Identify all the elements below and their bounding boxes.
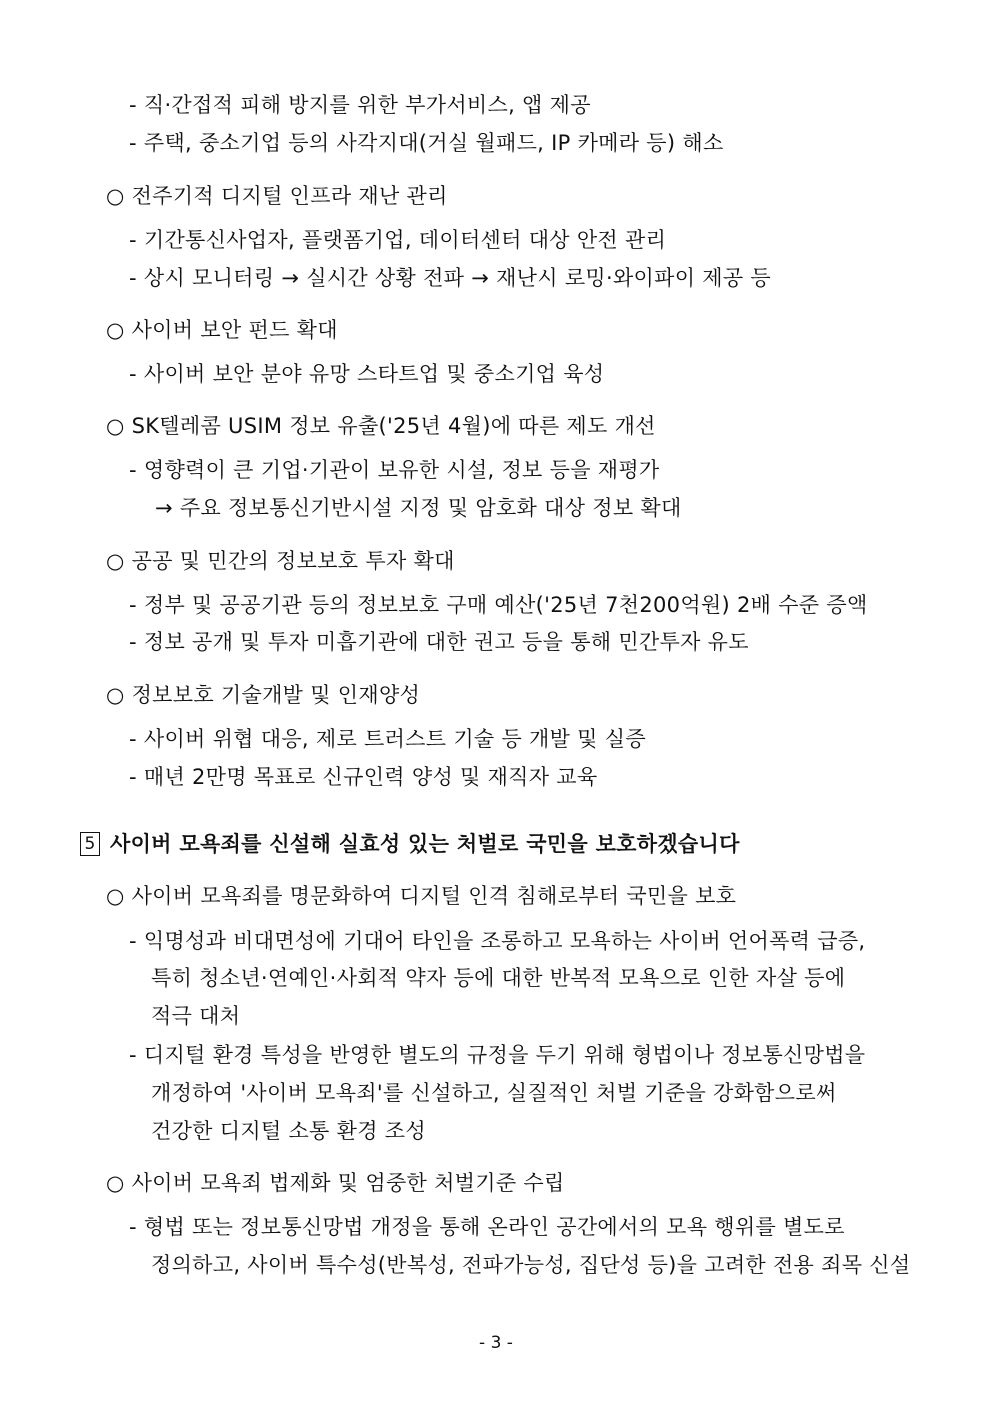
bullet-dash: - 디지털 환경 특성을 반영한 별도의 규정을 두기 위해 형법이나 정보통신망법을 (129, 1043, 866, 1067)
bullet-dash: - 사이버 보안 분야 유망 스타트업 및 중소기업 육성 (129, 362, 605, 386)
bullet-circle: ○ 사이버 보안 펀드 확대 (106, 318, 338, 342)
bullet-dash: - 매년 2만명 목표로 신규인력 양성 및 재직자 교육 (129, 765, 598, 789)
bullet-circle: ○ 공공 및 민간의 정보보호 투자 확대 (106, 549, 455, 573)
continuation-line: 특히 청소년·연예인·사회적 약자 등에 대한 반복적 모욕으로 인한 자살 등에 (151, 966, 846, 990)
bullet-dash: - 상시 모니터링 → 실시간 상황 전파 → 재난시 로밍·와이파이 제공 등 (129, 266, 772, 290)
bullet-dash: - 정부 및 공공기관 등의 정보보호 구매 예산('25년 7천200억원) 2배 수준 증액 (129, 593, 868, 617)
bullet-dash: - 익명성과 비대면성에 기대어 타인을 조롱하고 모욕하는 사이버 언어폭력 급증, (129, 929, 866, 953)
bullet-dash: - 기간통신사업자, 플랫폼기업, 데이터센터 대상 안전 관리 (129, 228, 667, 252)
section-heading (80, 830, 740, 858)
bullet-circle: ○ 사이버 모욕죄 법제화 및 엄중한 처벌기준 수립 (106, 1171, 565, 1195)
bullet-circle: ○ 사이버 모욕죄를 명문화하여 디지털 인격 침해로부터 국민을 보호 (106, 884, 737, 908)
page-number: - 3 - (479, 1333, 513, 1353)
bullet-dash: - 주택, 중소기업 등의 사각지대(거실 월패드, IP 카메라 등) 해소 (129, 131, 724, 155)
section-number-box: 5 (80, 832, 100, 856)
bullet-dash: - 사이버 위협 대응, 제로 트러스트 기술 등 개발 및 실증 (129, 727, 646, 751)
continuation-line: 건강한 디지털 소통 환경 조성 (151, 1119, 426, 1143)
section-title: 사이버 모욕죄를 신설해 실효성 있는 처벌로 국민을 보호하겠습니다 (110, 832, 740, 856)
bullet-circle: ○ 정보보호 기술개발 및 인재양성 (106, 683, 421, 707)
bullet-dash: - 영향력이 큰 기업·기관이 보유한 시설, 정보 등을 재평가 (129, 458, 660, 482)
bullet-circle: ○ SK텔레콤 USIM 정보 유출('25년 4월)에 따른 제도 개선 (106, 414, 656, 438)
continuation-line: 개정하여 '사이버 모욕죄'를 신설하고, 실질적인 처벌 기준을 강화함으로써 (151, 1081, 837, 1105)
bullet-circle: ○ 전주기적 디지털 인프라 재난 관리 (106, 184, 448, 208)
continuation-line: 적극 대처 (151, 1004, 241, 1028)
bullet-dash: - 직·간접적 피해 방지를 위한 부가서비스, 앱 제공 (129, 93, 591, 117)
continuation-line: 정의하고, 사이버 특수성(반복성, 전파가능성, 집단성 등)을 고려한 전용 죄목 신설 (151, 1253, 911, 1277)
bullet-arrow: → 주요 정보통신기반시설 지정 및 암호화 대상 정보 확대 (155, 496, 682, 520)
bullet-dash: - 정보 공개 및 투자 미흡기관에 대한 권고 등을 통해 민간투자 유도 (129, 630, 749, 654)
bullet-dash: - 형법 또는 정보통신망법 개정을 통해 온라인 공간에서의 모욕 행위를 별도로 (129, 1215, 845, 1239)
